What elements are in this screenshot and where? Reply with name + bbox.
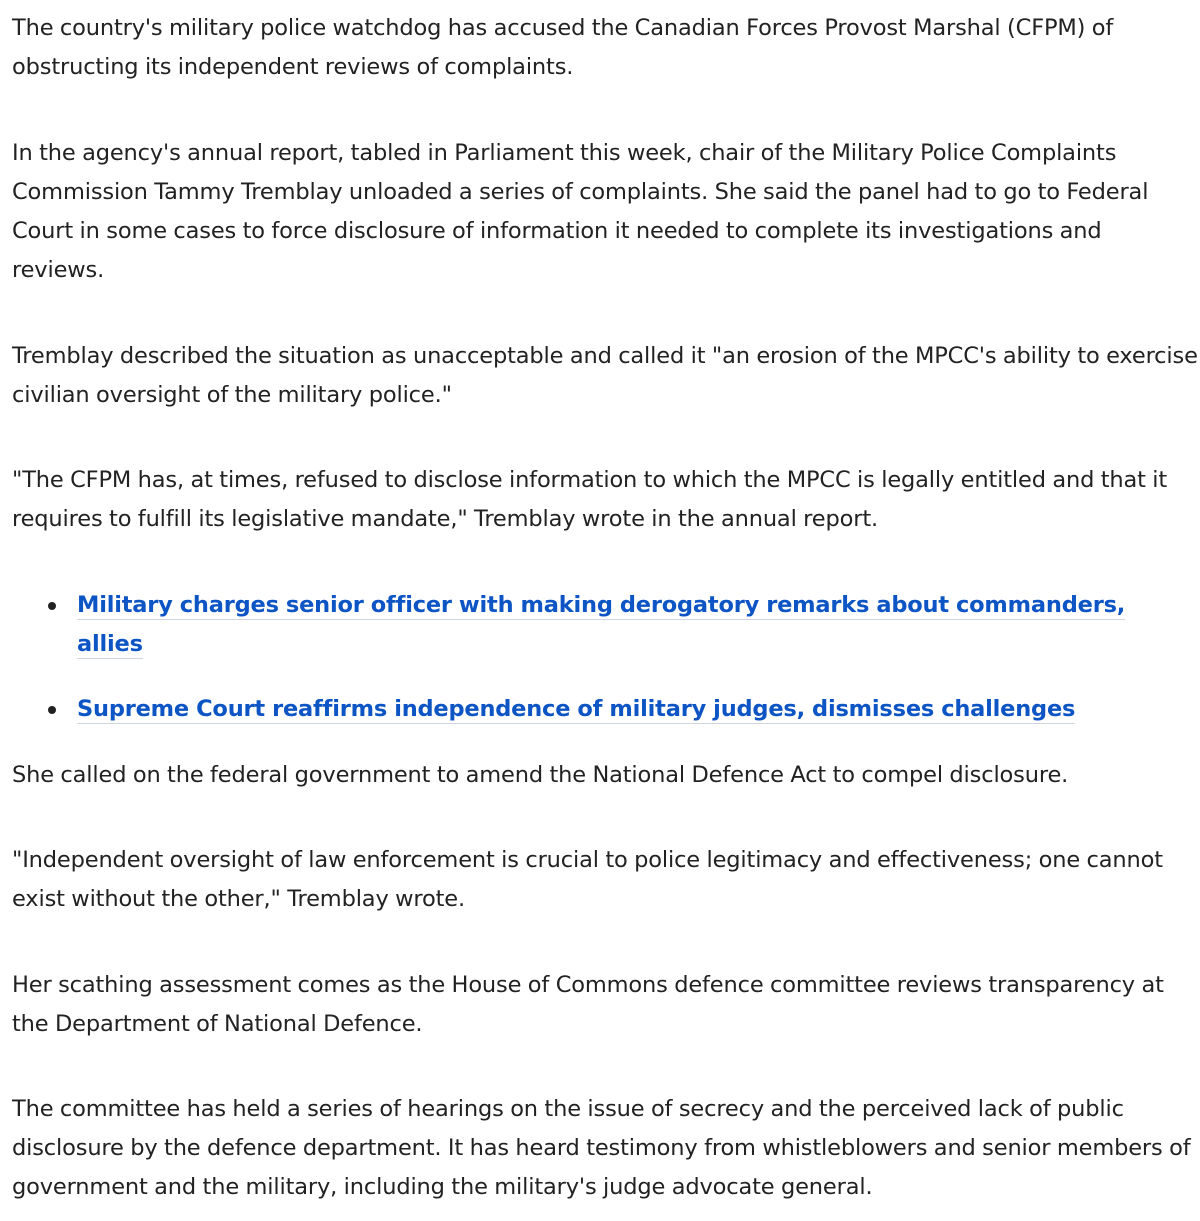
article-paragraph: Tremblay described the situation as unacceptable and called it "an erosion of the MPCC's ability to exercise civilian oversight of the military police." [12, 343, 1198, 408]
related-story-item [12, 690, 1198, 729]
article-paragraph: In the agency's annual report, tabled in Parliament this week, chair of the Military Police Complaints Commission Tammy Tremblay unloaded a series of complaints. She said the panel had to go to Federal Court in some cases to force disclosure of information it needed to complete its investigations and reviews. [12, 140, 1149, 283]
related-stories-list [12, 586, 1198, 729]
bullet-icon [48, 706, 56, 714]
related-story-link[interactable]: Military charges senior officer with making derogatory remarks about commanders, allies [77, 592, 1126, 657]
article-paragraph: She called on the federal government to amend the National Defence Act to compel disclosure. [12, 762, 1069, 788]
article-paragraph: The committee has held a series of hearings on the issue of secrecy and the perceived lack of public disclosure by the defence department. It has heard testimony from whistleblowers and senior members of government and the military, including the military's judge advocate general. [12, 1096, 1191, 1200]
article-paragraph: Her scathing assessment comes as the House of Commons defence committee reviews transparency at the Department of National Defence. [12, 972, 1164, 1037]
article-paragraph: "The CFPM has, at times, refused to disclose information to which the MPCC is legally entitled and that it requires to fulfill its legislative mandate," Tremblay wrote in the annual report. [12, 467, 1168, 532]
bullet-icon [48, 602, 56, 610]
related-story-item [12, 586, 1198, 664]
article-paragraph: "Independent oversight of law enforcement is crucial to police legitimacy and effectiveness; one cannot exist without the other," Tremblay wrote. [12, 847, 1163, 912]
article-paragraph: The country's military police watchdog has accused the Canadian Forces Provost Marshal (CFPM) of obstructing its independent reviews of complaints. [12, 15, 1114, 80]
related-story-link[interactable]: Supreme Court reaffirms independence of military judges, dismisses challenges [77, 696, 1076, 722]
